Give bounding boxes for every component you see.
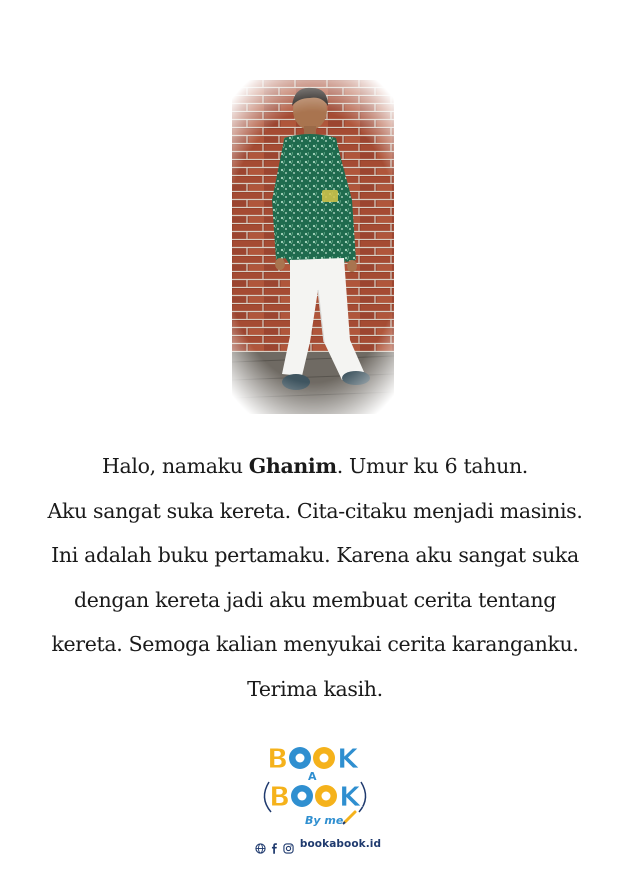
svg-text:K: K <box>339 780 361 813</box>
greeting-prefix: Halo, namaku <box>102 454 249 478</box>
svg-text:A: A <box>308 770 317 783</box>
svg-text:B: B <box>269 780 291 813</box>
author-photo <box>232 80 394 414</box>
svg-text:By me: By me <box>305 814 344 827</box>
instagram-icon <box>283 839 294 850</box>
intro-line-5: kereta. Semoga kalian menyukai cerita karanganku. <box>51 632 579 656</box>
facebook-icon <box>269 839 280 850</box>
intro-line-1 <box>14 444 616 489</box>
greeting-suffix: . Umur ku 6 tahun. <box>336 454 528 478</box>
intro-line-2: Aku sangat suka kereta. Cita-citaku menjadi masinis. <box>47 498 583 523</box>
intro-text <box>14 444 616 711</box>
svg-text:B: B <box>267 742 289 775</box>
intro-line-4: dengan kereta jadi aku membuat cerita tentang <box>74 587 556 612</box>
globe-icon <box>255 839 266 850</box>
intro-line-6: Terima kasih. <box>247 676 383 701</box>
author-name: Ghanim <box>248 454 337 478</box>
intro-line-3: Ini adalah buku pertamaku. Karena aku sangat suka <box>51 543 579 567</box>
svg-text:K: K <box>337 742 359 775</box>
brand-footer <box>248 836 388 852</box>
brand-handle: bookabook.id <box>299 838 382 850</box>
